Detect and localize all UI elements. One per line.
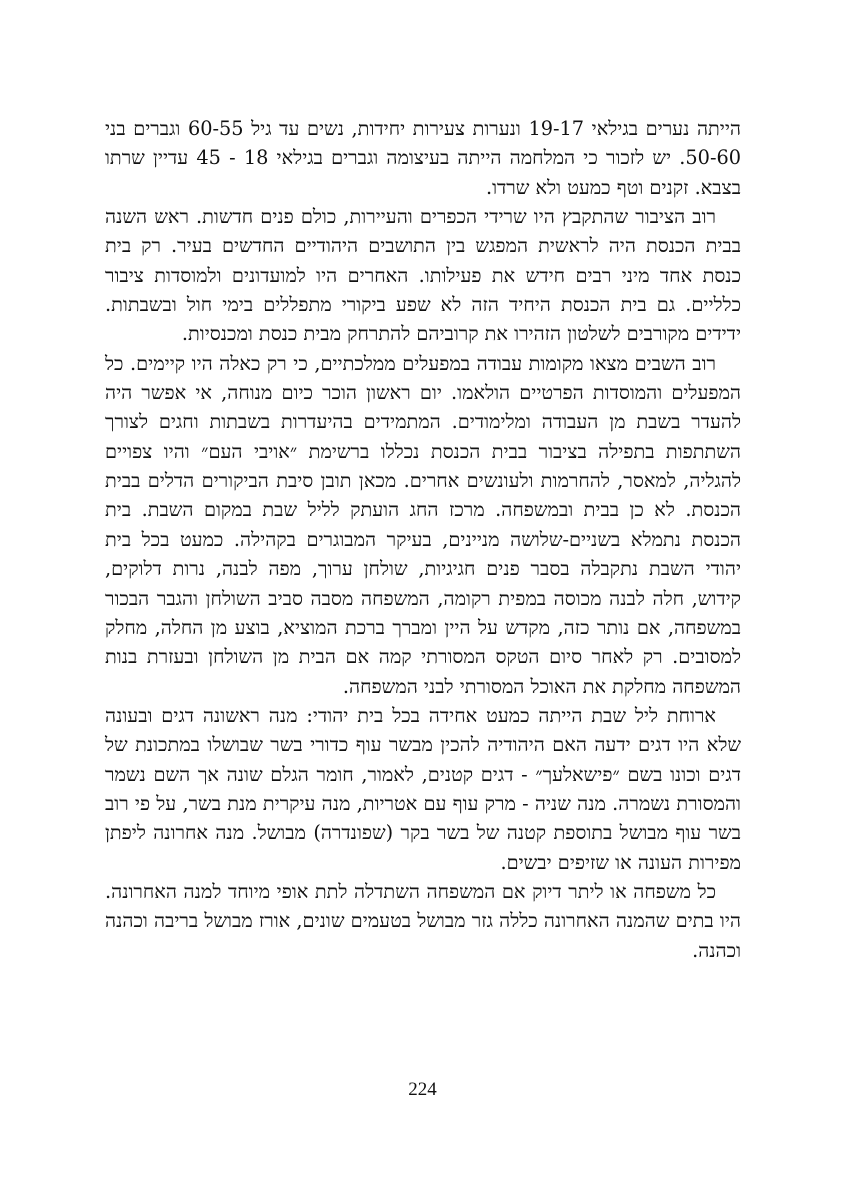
- paragraph: ארוחת ליל שבת הייתה כמעט אחידה בכל בית יהודי: מנה ראשונה דגים ובעונה שלא היו דגים ידעה האם היהודיה להכין מבשר עוף כדורי בשר שבושלו במתכונת של דגים וכונו בשם ״פישאלעך״ - דגים קטנים, לאמור, חומר הגלם שונה אך השם נשמר והמסורת נשמרה. מנה שניה - מרק עוף עם אטריות, מנה עיקרית מנת בשר, על פי רוב בשר עוף מבושל בתוספת קטנה של בשר בקר (שפונדרה) מבושל. מנה אחרונה ליפתן מפירות העונה או שזיפים יבשים.: [105, 703, 741, 874]
- page-number: 224: [408, 1079, 437, 1100]
- body-text: [105, 114, 741, 965]
- paragraph: כל משפחה או ליתר דיוק אם המשפחה השתדלה לתת אופי מיוחד למנה האחרונה. היו בתים שהמנה האחרונה כללה גזר מבושל בטעמים שונים, אורז מבושל בריבה וכהנה וכהנה.: [105, 879, 741, 962]
- paragraph: רוב השבים מצאו מקומות עבודה במפעלים ממלכתיים, כי רק כאלה היו קיימים. כל המפעלים והמוסדות הפרטיים הולאמו. יום ראשון הוכר כיום מנוחה, אי אפשר היה להעדר בשבת מן העבודה ומלימודים. המתמידים בהיעדרות בשבתות וחגים לצורך השתתפות בתפילה בציבור בבית הכנסת נכללו ברשימת ״אויבי העם״ והיו צפויים להגליה, למאסר, להחרמות ולעונשים אחרים. מכאן תובן סיבת הביקורים הדלים בבית הכנסת. לא כן בבית ובמשפחה. מרכז החג הועתק לליל שבת במקום השבת. בית הכנסת נתמלא בשניים-שלושה מניינים, בעיקר המבוגרים בקהילה. כמעט בכל בית יהודי השבת נתקבלה בסבר פנים חגיגיות, שולחן ערוך, מפה לבנה, נרות דלוקים, קידוש, חלה לבנה מכוסה במפית רקומה, המשפחה מסבה סביב השולחן והגבר הבכור במשפחה, אם נותר כזה, מקדש על היין ומברך ברכת המוציא, בוצע מן החלה, מחלק למסובים. רק לאחר סיום הטקס המסורתי קמה אם הבית מן השולחן ובעזרת בנות המשפחה מחלקת את האוכל המסורתי לבני המשפחה.: [105, 351, 741, 698]
- paragraph: רוב הציבור שהתקבץ היו שרידי הכפרים והעיירות, כולם פנים חדשות. ראש השנה בבית הכנסת היה לראשית המפגש בין התושבים היהודיים החדשים בעיר. רק בית כנסת אחד מיני רבים חידש את פעילותו. האחרים היו למועדונים ולמוסדות ציבור כלליים. גם בית הכנסת היחיד הזה לא שפע ביקורי מתפללים בימי חול ובשבתות. ידידים מקורבים לשלטון הזהירו את קרוביהם להתרחק מבית כנסת ומכנסיות.: [105, 205, 741, 346]
- paragraph-continuation: הייתה נערים בגילאי 19-17 ונערות צעירות יחידות, נשים עד גיל 60-55 וגברים בני 50-60. יש לזכור כי המלחמה הייתה בעיצומה וגברים בגילאי 18 - 45 עדיין שרתו בצבא. זקנים וטף כמעט ולא שרדו.: [105, 117, 741, 199]
